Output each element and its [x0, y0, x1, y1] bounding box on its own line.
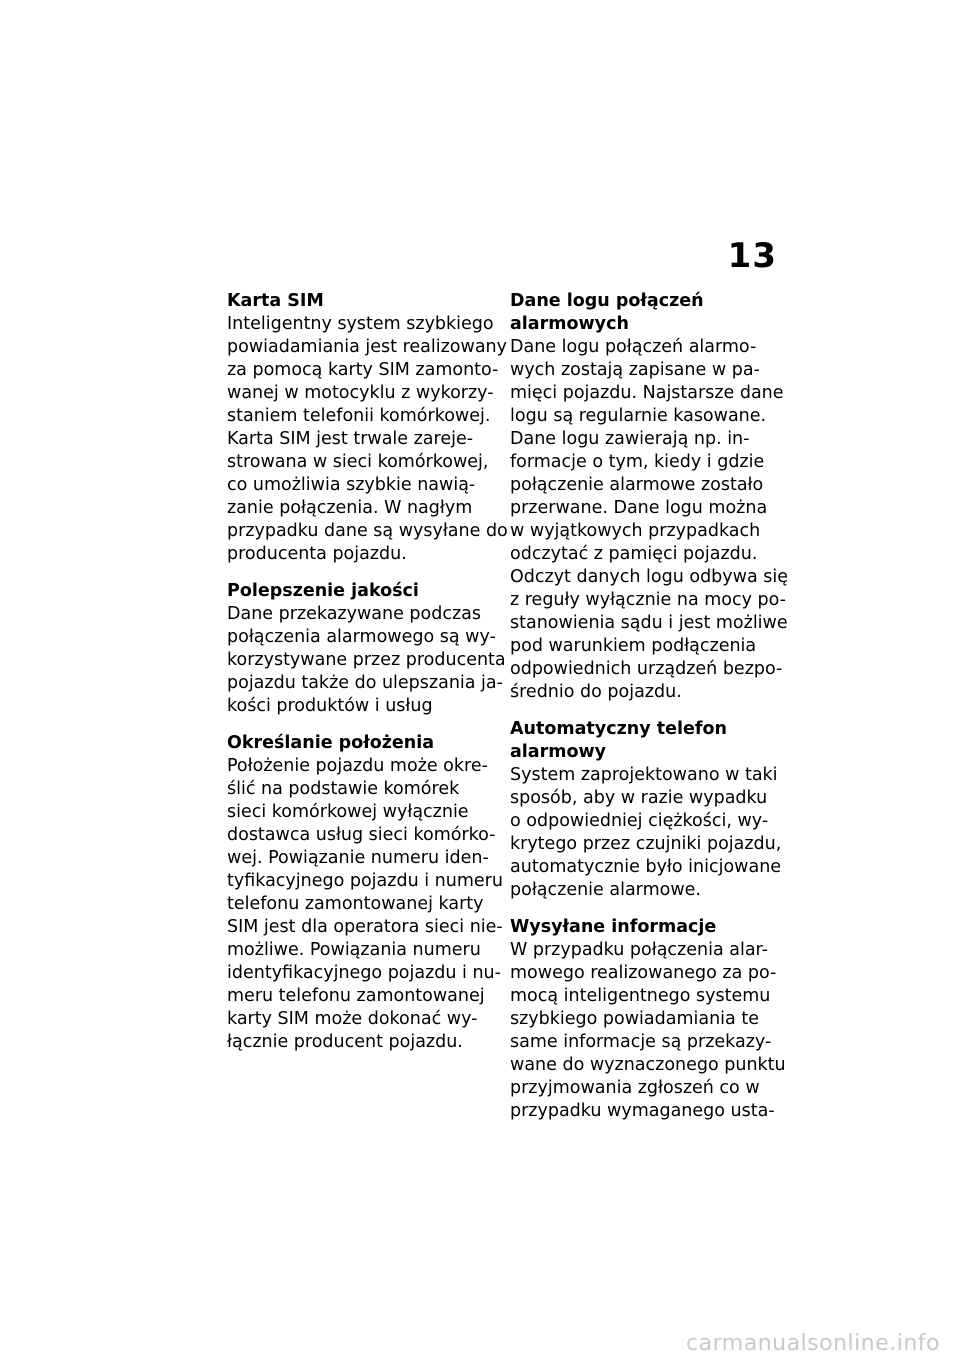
section-heading: alarmowych [510, 314, 629, 334]
body-text-line: automatycznie było inicjowane [510, 857, 782, 877]
section-heading: Karta SIM [227, 291, 324, 311]
section-heading: Automatyczny telefon [510, 719, 727, 739]
body-text-line: przyjmowania zgłoszeń co w [510, 1078, 760, 1098]
body-text-line: wane do wyznaczonego punktu [510, 1055, 786, 1075]
body-text-line: połączenia alarmowego są wy- [227, 627, 496, 647]
body-text-line: mięci pojazdu. Najstarsze dane [510, 383, 784, 403]
body-text-line: sposób, aby w razie wypadku [510, 788, 768, 808]
page-number: 13 [727, 236, 777, 276]
section [227, 732, 503, 1054]
body-text-line: wej. Powiązanie numeru iden- [227, 848, 489, 868]
body-text-line: połączenie alarmowe. [510, 880, 701, 900]
section [227, 290, 508, 566]
section-heading: Wysyłane informacje [510, 917, 717, 937]
section-heading: Określanie położenia [227, 733, 435, 753]
body-text-line: logu są regularnie kasowane. [510, 406, 767, 426]
body-text-line: wanej w motocyklu z wykorzy- [227, 383, 494, 403]
body-text-line: łącznie producent pojazdu. [227, 1032, 463, 1052]
body-text-line: SIM jest dla operatora sieci nie- [227, 917, 503, 937]
body-text-line: dostawca usług sieci komórko- [227, 825, 496, 845]
body-text-line: meru telefonu zamontowanej [227, 986, 485, 1006]
body-text-line: pojazdu także do ulepszania ja- [227, 673, 503, 693]
body-text-line: Dane logu połączeń alarmo- [510, 337, 757, 357]
body-text-line: stanowienia sądu i jest możliwe [510, 613, 788, 633]
body-text-line: przypadku wymaganego usta- [510, 1101, 775, 1121]
body-text-line: połączenie alarmowe zostało [510, 475, 764, 495]
section-heading: Dane logu połączeń [510, 291, 704, 311]
body-text-line: za pomocą karty SIM zamonto- [227, 360, 499, 380]
watermark: carmanualsonline.info [686, 1331, 940, 1356]
body-text-line: karty SIM może dokonać wy- [227, 1009, 478, 1029]
body-text-line: średnio do pojazdu. [510, 682, 682, 702]
body-text-line: szybkiego powiadamiania te [510, 1009, 759, 1029]
body-text-line: tyfikacyjnego pojazdu i numeru [227, 871, 503, 891]
body-text-line: o odpowiedniej ciężkości, wy- [510, 811, 769, 831]
body-text-line: Odczyt danych logu odbywa się [510, 567, 788, 587]
body-text-line: System zaprojektowano w taki [510, 765, 778, 785]
body-text-line: przerwane. Dane logu można [510, 498, 768, 518]
body-text-line: Inteligentny system szybkiego [227, 314, 494, 334]
body-text-line: odczytać z pamięci pojazdu. [510, 544, 758, 564]
section-heading: alarmowy [510, 742, 607, 762]
body-text-line: staniem telefonii komórkowej. [227, 406, 491, 426]
body-text-line: W przypadku połączenia alar- [510, 940, 768, 960]
left-column [227, 290, 508, 1068]
body-text-line: formacje o tym, kiedy i gdzie [510, 452, 765, 472]
body-text-line: możliwe. Powiązania numeru [227, 940, 481, 960]
body-text-line: Karta SIM jest trwale zareje- [227, 429, 474, 449]
body-text-line: z reguły wyłącznie na mocy po- [510, 590, 787, 610]
section [510, 916, 786, 1123]
body-text-line: Dane logu zawierają np. in- [510, 429, 750, 449]
body-text-line: powiadamiania jest realizowany [227, 337, 507, 357]
section [510, 290, 788, 704]
body-text-line: sieci komórkowej wyłącznie [227, 802, 469, 822]
body-text-line: zanie połączenia. W nagłym [227, 498, 473, 518]
body-text-line: kości produktów i usług [227, 696, 433, 716]
section-heading: Polepszenie jakości [227, 581, 419, 601]
body-text-line: Położenie pojazdu może okre- [227, 756, 488, 776]
body-text-line: krytego przez czujniki pojazdu, [510, 834, 782, 854]
body-text-line: telefonu zamontowanej karty [227, 894, 484, 914]
body-text-line: w wyjątkowych przypadkach [510, 521, 761, 541]
body-text-line: Dane przekazywane podczas [227, 604, 481, 624]
section [510, 718, 782, 902]
body-text-line: co umożliwia szybkie nawią- [227, 475, 476, 495]
body-text-line: same informacje są przekazy- [510, 1032, 772, 1052]
body-text-line: korzystywane przez producenta [227, 650, 506, 670]
body-text-line: strowana w sieci komórkowej, [227, 452, 489, 472]
body-text-line: mowego realizowanego za po- [510, 963, 777, 983]
body-text-line: producenta pojazdu. [227, 544, 407, 564]
right-column [510, 290, 788, 1137]
section [227, 580, 506, 718]
body-text-line: identyfikacyjnego pojazdu i nu- [227, 963, 501, 983]
body-text-line: odpowiednich urządzeń bezpo- [510, 659, 783, 679]
body-text-line: ślić na podstawie komórek [227, 779, 460, 799]
body-text-line: wych zostają zapisane w pa- [510, 360, 760, 380]
body-text-line: mocą inteligentnego systemu [510, 986, 771, 1006]
body-text-line: pod warunkiem podłączenia [510, 636, 757, 656]
body-text-line: przypadku dane są wysyłane do [227, 521, 508, 541]
